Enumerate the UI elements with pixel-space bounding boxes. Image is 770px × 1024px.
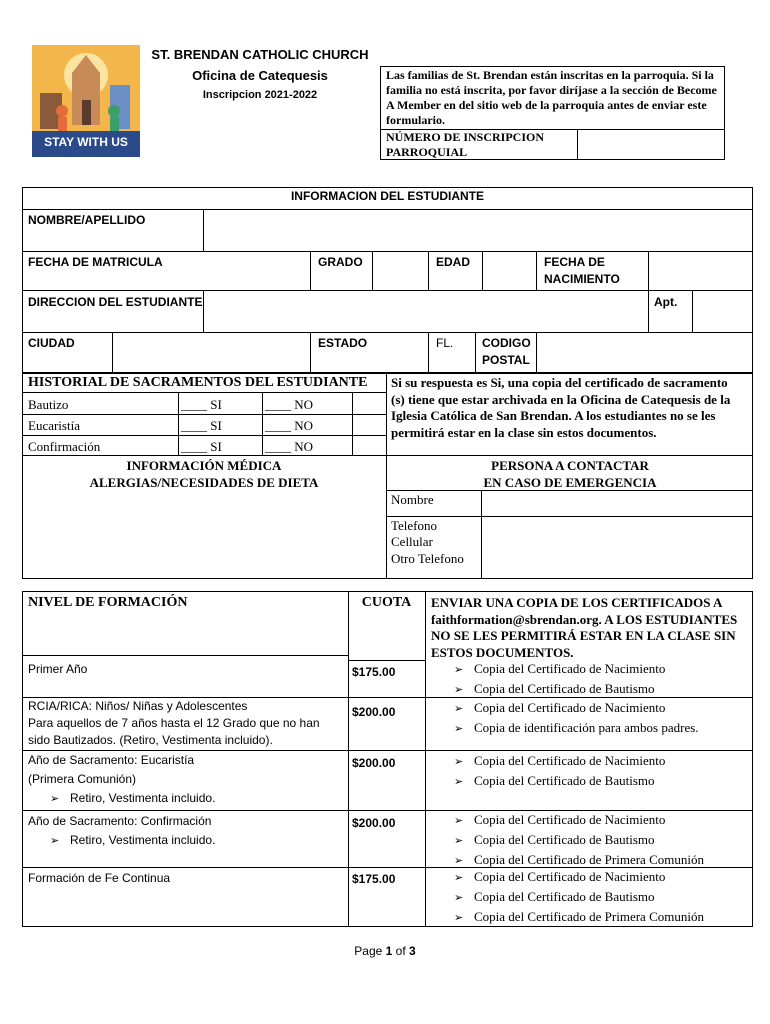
arrow-bullet-icon: ➢ [50, 792, 60, 805]
sacraments-title: HISTORIAL DE SACRAMENTOS DEL ESTUDIANTE [28, 375, 368, 390]
yes-option[interactable]: ____ SI [181, 418, 222, 433]
parish-number-label: NÚMERO DE INSCRIPCION PARROQUIAL [386, 130, 545, 159]
medical-title: INFORMACIÓN MÉDICA ALERGIAS/NECESIDADES DE DIETA [89, 458, 319, 490]
student-section-title: INFORMACION DEL ESTUDIANTE [290, 189, 485, 203]
no-option[interactable]: ____ NO [265, 439, 314, 454]
arrow-bullet-icon: ➢ [454, 683, 464, 696]
enroll-date-label: FECHA DE MATRICULA [28, 255, 163, 269]
formation-row-eucharist [28, 751, 343, 808]
city-label: CIUDAD [28, 336, 75, 350]
office-name: Oficina de Catequesis [192, 68, 328, 83]
arrow-bullet-icon: ➢ [454, 663, 464, 676]
apt-field[interactable] [693, 291, 752, 331]
formation-row-rcia [28, 698, 343, 749]
fee-value: $200.00 [352, 816, 396, 830]
level-line: Año de Sacramento: Eucaristía [28, 753, 195, 767]
arrow-bullet-icon: ➢ [50, 834, 60, 847]
level-name: Primer Año [28, 662, 88, 676]
zip-label: CODIGO POSTAL [482, 336, 531, 367]
formation-row-confirmation [28, 812, 343, 850]
apt-label: Apt. [654, 295, 678, 309]
sacrament-name: Confirmación [28, 439, 101, 454]
cert-list [454, 810, 704, 870]
cert-item: ➢ Copia del Certificado de Bautismo [454, 679, 665, 699]
age-field[interactable] [483, 252, 535, 289]
registration-year: Inscripcion 2021-2022 [202, 89, 318, 101]
zip-field[interactable] [537, 333, 752, 372]
certificates-header: ENVIAR UNA COPIA DE LOS CERTIFICADOS A faithformation@sbrendan.org. A LOS ESTUDIANTES NO SE LES PERMITIRÁ ESTAR EN LA CLASE SIN ESTOS DOCUMENTOS. [431, 595, 738, 660]
cert-list [454, 751, 665, 791]
arrow-bullet-icon: ➢ [454, 702, 464, 715]
arrow-bullet-icon: ➢ [454, 755, 464, 768]
church-logo [32, 45, 140, 157]
emergency-other-phone-label: Otro Telefono [391, 551, 464, 566]
yes-option[interactable]: ____ SI [181, 397, 222, 412]
sacrament-row-baptism [28, 395, 380, 416]
state-value: FL. [436, 336, 454, 350]
name-label: NOMBRE/APELLIDO [28, 213, 146, 227]
level-line: Año de Sacramento: Confirmación [28, 814, 212, 828]
arrow-bullet-icon: ➢ [454, 871, 464, 884]
fee-value: $200.00 [352, 705, 396, 719]
cert-item: ➢ Copia del Certificado de Nacimiento [454, 810, 704, 830]
level-line: RCIA/RICA: Niños/ Niñas y Adolescentes [28, 699, 248, 713]
fee-value: $175.00 [352, 872, 396, 886]
level-line: sido Bautizados. (Retiro, Vestimenta incluido). [28, 733, 273, 747]
sacrament-note: Si su respuesta es Si, una copia del certificado de sacramento (s) tiene que estar archivada en la Oficina de Catequesis de la Iglesia Católica de San Brendan. A los estudiantes no se les permitirá estar en la clase sin estos documentos. [391, 375, 731, 440]
membership-notice: Las familias de St. Brendan están inscritas en la parroquia. Si la familia no está inscrita, por favor diríjase a la sección de Become A Member en del sitio web de la parroquia antes de enviar este formulario. [386, 68, 717, 127]
grade-label: GRADO [318, 255, 363, 269]
parish-number-field[interactable] [578, 130, 724, 159]
cert-item: ➢ Copia del Certificado de Nacimiento [454, 659, 665, 679]
fee-header: CUOTA [361, 595, 412, 610]
level-line: Para aquellos de 7 años hasta el 12 Grado que no han [28, 716, 320, 730]
sacrament-rows [28, 395, 380, 458]
no-option[interactable]: ____ NO [265, 397, 314, 412]
sacrament-name: Eucaristía [28, 418, 80, 433]
level-header: NIVEL DE FORMACIÓN [28, 595, 188, 610]
birth-date-field[interactable] [649, 252, 752, 289]
formation-row-first-year [28, 660, 343, 679]
level-name: Formación de Fe Continua [28, 871, 171, 885]
cert-item: ➢ Copia del Certificado de Nacimiento [454, 698, 699, 718]
fee-value: $175.00 [352, 665, 396, 679]
level-bullet: ➢ Retiro, Vestimenta incluido. [28, 831, 343, 850]
cert-list [454, 867, 704, 927]
logo-text: STAY WITH US [44, 135, 128, 149]
sacrament-row-eucharist [28, 416, 380, 437]
no-option[interactable]: ____ NO [265, 418, 314, 433]
cert-item: ➢ Copia de identificación para ambos padres. [454, 718, 699, 738]
page-number: Page 1 of 3 [354, 944, 416, 958]
cert-list [454, 659, 665, 699]
fee-value: $200.00 [352, 756, 396, 770]
cert-item: ➢ Copia del Certificado de Bautismo [454, 830, 704, 850]
sacrament-row-confirmation [28, 437, 380, 458]
yes-option[interactable]: ____ SI [181, 439, 222, 454]
cert-list [454, 698, 699, 738]
city-field[interactable] [113, 333, 309, 372]
arrow-bullet-icon: ➢ [454, 834, 464, 847]
emergency-phone-field[interactable] [482, 517, 752, 578]
level-bullet: ➢ Retiro, Vestimenta incluido. [28, 789, 343, 808]
medical-field[interactable] [23, 492, 385, 578]
arrow-bullet-icon: ➢ [454, 854, 464, 867]
arrow-bullet-icon: ➢ [454, 775, 464, 788]
address-field[interactable] [204, 291, 648, 331]
emergency-name-label: Nombre [391, 492, 434, 507]
formation-row-continuing [28, 869, 343, 888]
state-label: ESTADO [318, 336, 368, 350]
cert-item: ➢ Copia del Certificado de Bautismo [454, 887, 704, 907]
arrow-bullet-icon: ➢ [454, 722, 464, 735]
grade-field[interactable] [373, 252, 427, 289]
cert-item: ➢ Copia del Certificado de Nacimiento [454, 751, 665, 771]
arrow-bullet-icon: ➢ [454, 891, 464, 904]
level-line: (Primera Comunión) [28, 772, 137, 786]
emergency-title: PERSONA A CONTACTAR EN CASO DE EMERGENCIA [483, 458, 657, 490]
cert-item: ➢ Copia del Certificado de Bautismo [454, 771, 665, 791]
cert-item: ➢ Copia del Certificado de Nacimiento [454, 867, 704, 887]
emergency-name-field[interactable] [482, 491, 752, 515]
emergency-phone-label: Telefono Cellular [391, 518, 438, 549]
address-label: DIRECCION DEL ESTUDIANTE [28, 295, 203, 309]
sacrament-name: Bautizo [28, 397, 69, 412]
arrow-bullet-icon: ➢ [454, 911, 464, 924]
cert-item: ➢ Copia del Certificado de Primera Comunión [454, 907, 704, 927]
age-label: EDAD [436, 255, 471, 269]
arrow-bullet-icon: ➢ [454, 814, 464, 827]
name-field[interactable] [204, 210, 752, 250]
birth-date-label: FECHA DE NACIMIENTO [544, 255, 620, 286]
cert-item: ➢ Copia del Certificado de Primera Comunión [454, 850, 704, 870]
church-name: ST. BRENDAN CATHOLIC CHURCH [151, 47, 369, 62]
